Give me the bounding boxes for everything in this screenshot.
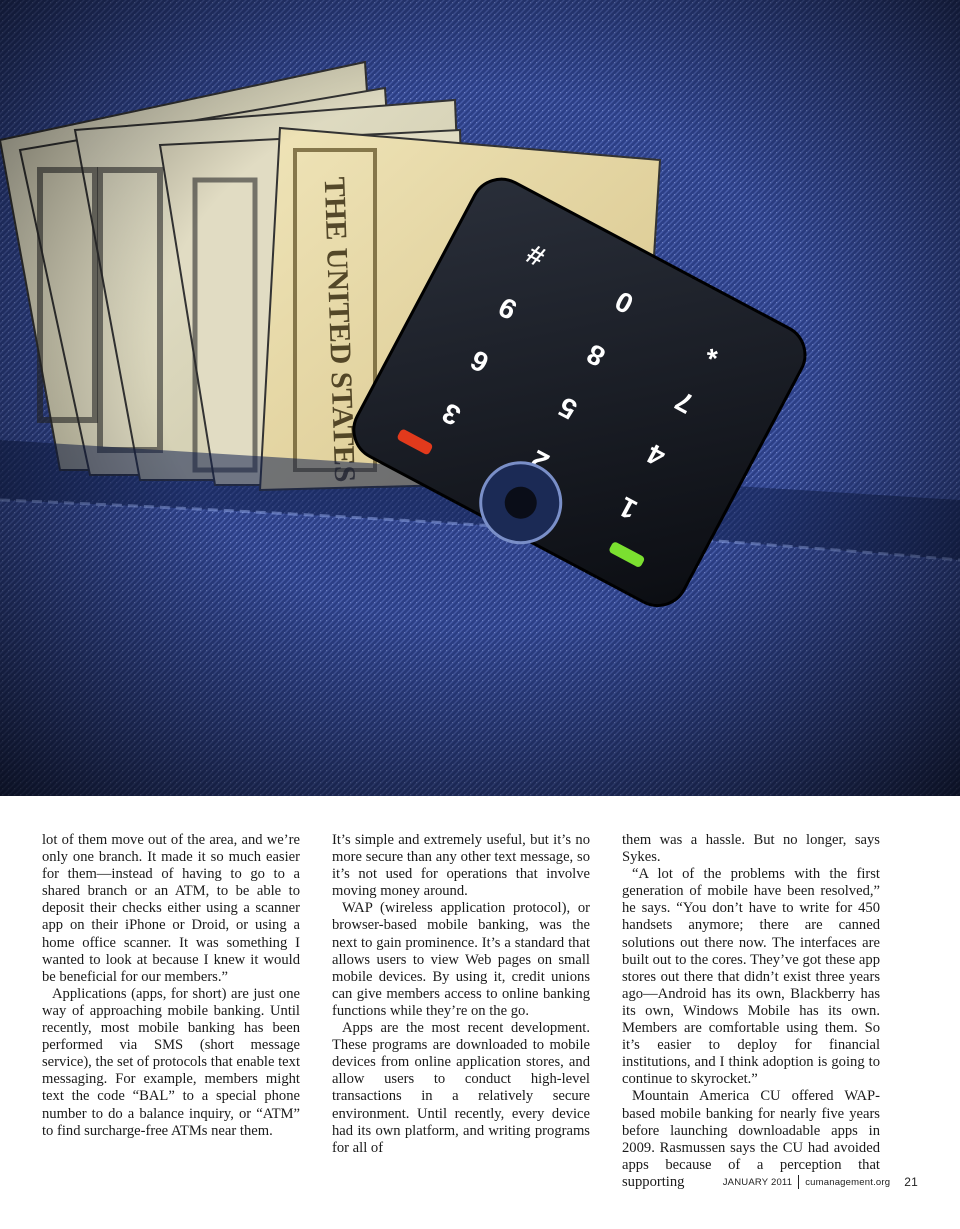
text-column-2 bbox=[332, 832, 590, 1157]
page-footer bbox=[723, 1175, 918, 1189]
text-column-1 bbox=[42, 832, 300, 1140]
paragraph: It’s simple and extremely useful, but it’s no more secure than any other text message, so it’s not used for operations that involve moving money around. bbox=[332, 832, 590, 900]
page-number: 21 bbox=[904, 1175, 918, 1189]
website-link[interactable]: cumanagement.org bbox=[805, 1176, 891, 1188]
paragraph: them was a hassle. But no longer, says Sykes. bbox=[622, 832, 880, 866]
paragraph: “A lot of the problems with the first generation of mobile have been resolved,” he says. “You don’t have to write for 450 handsets anymore; there are canned solutions out there now. The interfaces are built out to the cores. They’ve got these app stores out there that didn’t exist three years ago—Android has its own, Blackberry has its own, Windows Mobile has its own. Members are comfortable using them. So it’s easier to deploy for financial institutions, and I think adoption is going to continue to skyrocket.” bbox=[622, 866, 880, 1088]
footer-divider bbox=[798, 1175, 799, 1189]
paragraph: WAP (wireless application protocol), or browser-based mobile banking, was the next to gain prominence. It’s a standard that allows users to view Web pages on small mobile devices. By using it, credit unions can give members access to online banking functions while they’re on the go. bbox=[332, 900, 590, 1019]
paragraph: Apps are the most recent development. These programs are downloaded to mobile devices from online application stores, and allow users to conduct high-level transactions in a relatively secure environment. Until recently, every device had its own platform, and writing programs for all of bbox=[332, 1020, 590, 1156]
issue-date: JANUARY 2011 bbox=[722, 1176, 793, 1188]
paragraph: lot of them move out of the area, and we’re only one branch. It made it so much easier for them—instead of having to go to a shared branch or an ATM, to be able to deposit their checks either using a scanner app on their iPhone or Droid, or using a home office scanner. It was something I wanted to look at because I knew it would be beneficial for our members.” bbox=[42, 832, 300, 985]
paragraph: Mountain America CU offered WAP-based mobile banking for nearly five years before launching downloadable apps in 2009. Rasmussen says the CU had avoided apps because of a perception that supporting bbox=[622, 1088, 880, 1190]
paragraph: Applications (apps, for short) are just one way of approaching mobile banking. Until recently, most mobile banking has been performed via SMS (short message service), the set of protocols that enable text messaging. For example, members might text the code “BAL” to a special phone number to do a balance inquiry, or “ATM” to find surcharge-free ATMs near them. bbox=[42, 985, 300, 1139]
text-column-3 bbox=[622, 832, 880, 1191]
